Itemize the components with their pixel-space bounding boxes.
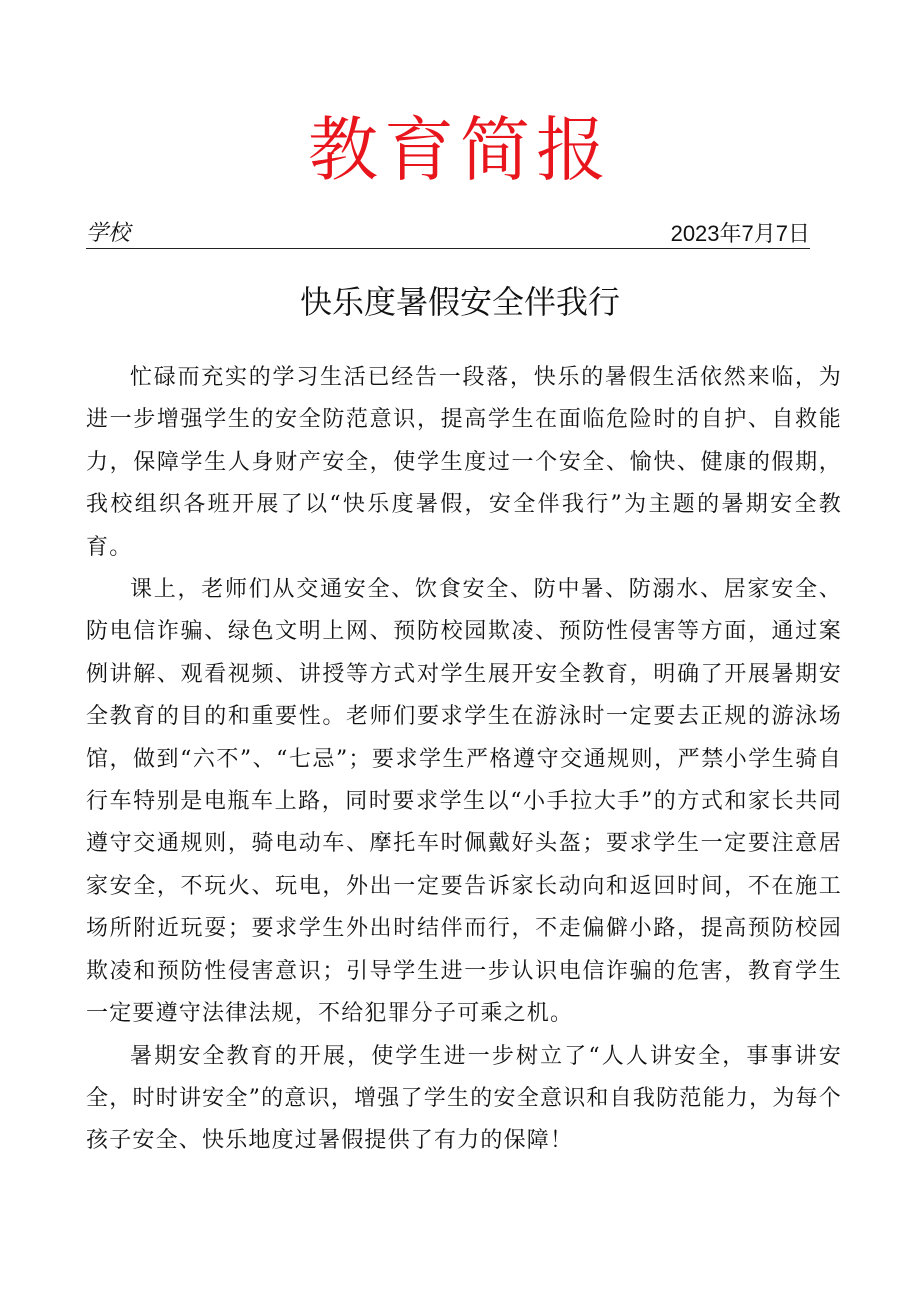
- issue-date: 2023年7月7日: [670, 221, 810, 246]
- article-title: 快乐度暑假安全伴我行: [299, 283, 620, 321]
- school-label: 学校: [86, 221, 131, 246]
- paragraph-conclusion: 暑期安全教育的开展，使学生进一步树立了“人人讲安全，事事讲安全，时时讲安全”的意识，增强了学生的安全意识和自我防范能力，为每个孩子安全、快乐地度过暑假提供了有力的保障！: [86, 1043, 842, 1154]
- masthead-title: 教育简报: [308, 109, 612, 191]
- paragraph-intro: 忙碌而充实的学习生活已经告一段落，快乐的暑假生活依然来临，为进一步增强学生的安全防范意识，提高学生在面临危险时的自护、自救能力，保障学生人身财产安全，使学生度过一个安全、愉快、健康的假期，我校组织各班开展了以“快乐度暑假，安全伴我行”为主题的暑期安全教育。: [86, 365, 842, 560]
- dateline: [86, 220, 810, 249]
- paragraph-details: 课上，老师们从交通安全、饮食安全、防中暑、防溺水、居家安全、防电信诈骗、绿色文明上网、预防校园欺凌、预防性侵害等方面，通过案例讲解、观看视频、讲授等方式对学生展开安全教育，明确了开展暑期安全教育的目的和重要性。老师们要求学生在游泳时一定要去正规的游泳场馆，做到“六不”、“七忌”；要求学生严格遵守交通规则，严禁小学生骑自行车特别是电瓶车上路，同时要求学生以“小手拉大手”的方式和家长共同遵守交通规则，骑电动车、摩托车时佩戴好头盔；要求学生一定要注意居家安全，不玩火、玩电，外出一定要告诉家长动向和返回时间，不在施工场所附近玩耍；要求学生外出时结伴而行，不走偏僻小路，提高预防校园欺凌和预防性侵害意识；引导学生进一步认识电信诈骗的危害，教育学生一定要遵守法律法规，不给犯罪分子可乘之机。: [86, 577, 842, 1027]
- article-body: [86, 357, 842, 1163]
